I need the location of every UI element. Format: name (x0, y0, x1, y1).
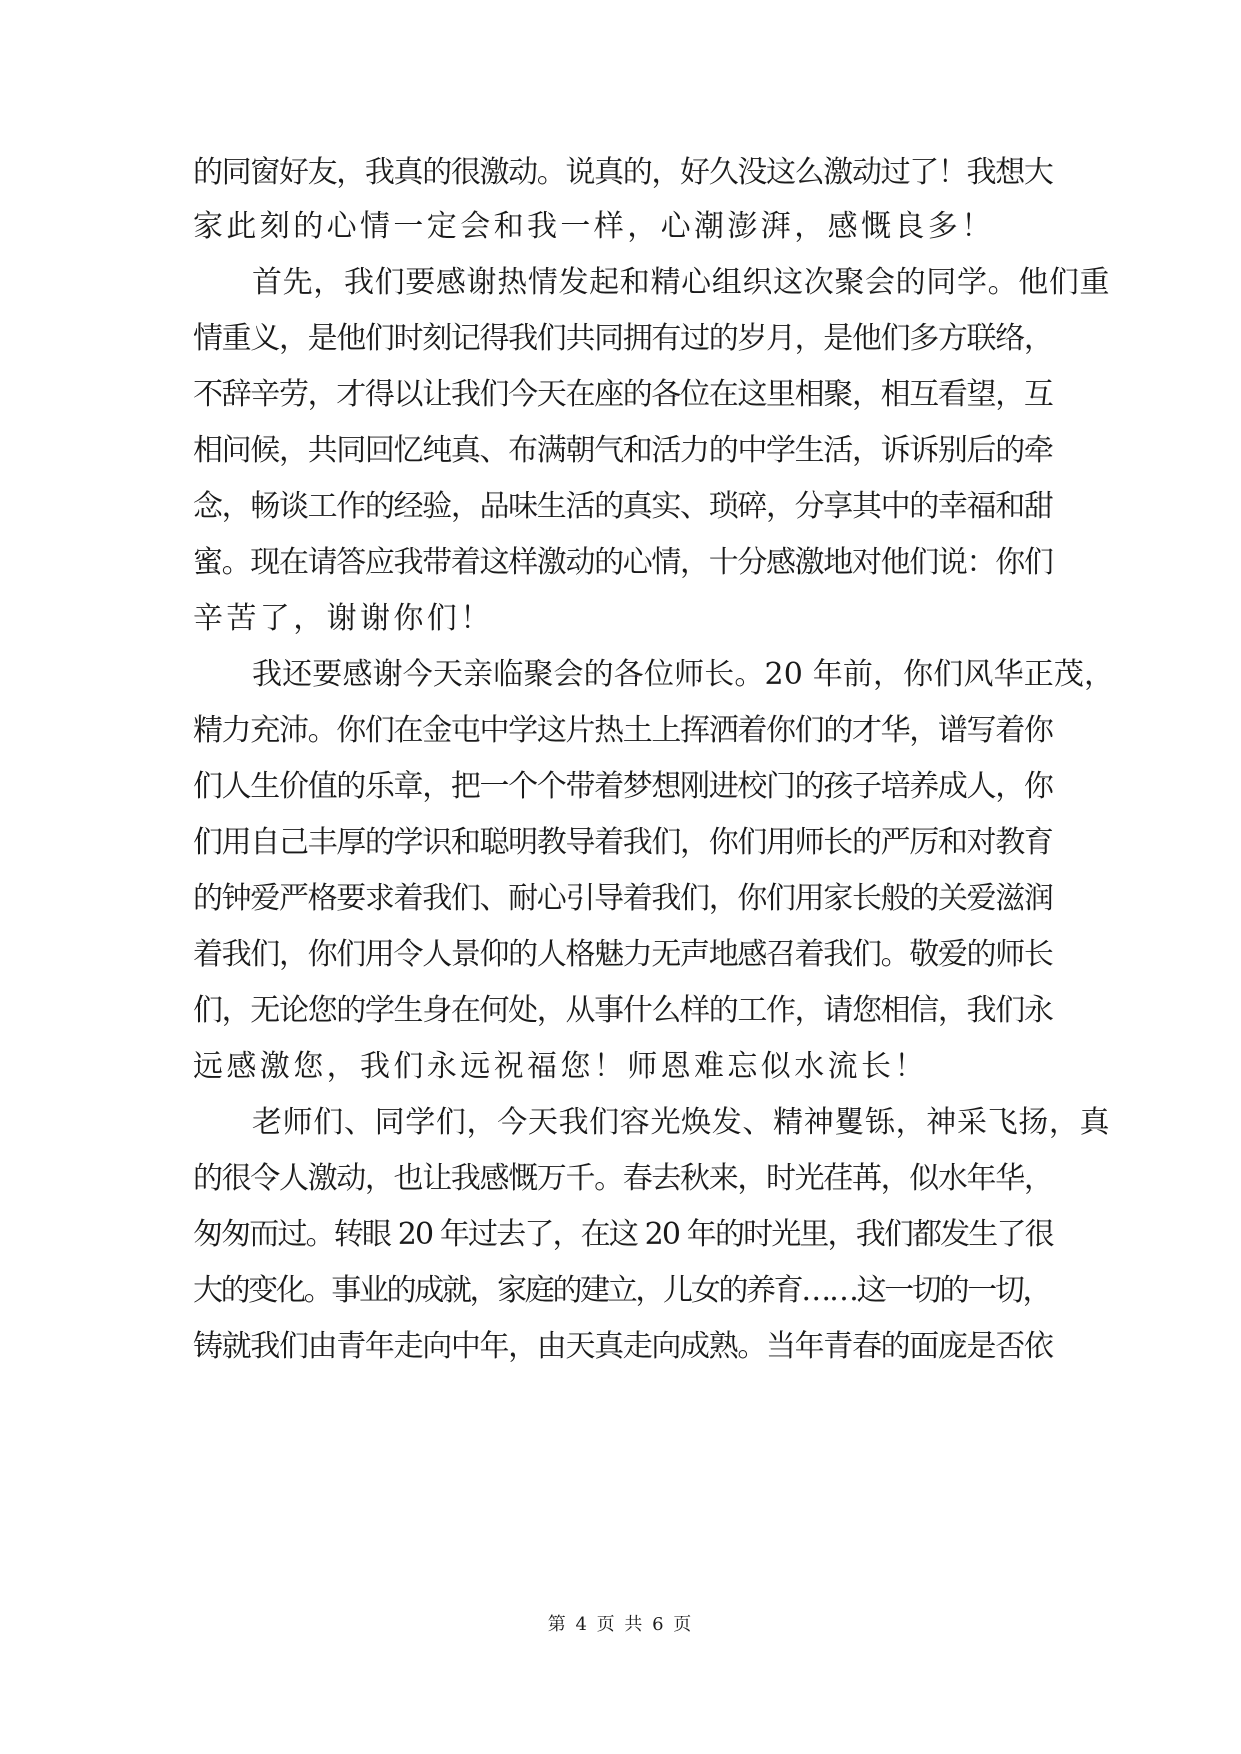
text-line: 们，无论您的学生身在何处，从事什么样的工作，请您相信，我们永 (193, 993, 1053, 1028)
text-line: 着我们，你们用令人景仰的人格魅力无声地感召着我们。敬爱的师长 (193, 937, 1053, 972)
text-line: 不辞辛劳，才得以让我们今天在座的各位在这里相聚，相互看望，互 (193, 377, 1053, 412)
text-line: 铸就我们由青年走向中年，由天真走向成熟。当年青春的面庞是否依 (193, 1329, 1053, 1364)
text-line: 家此刻的心情一定会和我一样，心潮澎湃，感慨良多！ (193, 209, 995, 244)
paragraph-first-line: 首先，我们要感谢热情发起和精心组织这次聚会的同学。他们重 (252, 265, 1111, 300)
text-line: 念，畅谈工作的经验，品味生活的真实、琐碎，分享其中的幸福和甜 (193, 489, 1053, 524)
text-line: 的很令人激动，也让我感慨万千。春去秋来，时光荏苒，似水年华， (193, 1161, 1053, 1196)
text-line: 相问候，共同回忆纯真、布满朝气和活力的中学生活，诉诉别后的牵 (193, 433, 1053, 468)
text-line: 蜜。现在请答应我带着这样激动的心情，十分感激地对他们说：你们 (193, 545, 1053, 580)
text-line: 精力充沛。你们在金屯中学这片热土上挥洒着你们的才华，谱写着你 (193, 713, 1053, 748)
text-line: 情重义，是他们时刻记得我们共同拥有过的岁月，是他们多方联络， (193, 321, 1053, 356)
text-line: 匆匆而过。转眼 20 年过去了，在这 20 年的时光里，我们都发生了很 (193, 1217, 1053, 1252)
text-line: 远感激您，我们永远祝福您！师恩难忘似水流长！ (193, 1049, 928, 1084)
text-line: 大的变化。事业的成就，家庭的建立，儿女的养育……这一切的一切， (193, 1273, 1051, 1308)
paragraph-first-line: 老师们、同学们，今天我们容光焕发、精神矍铄，神采飞扬，真 (252, 1105, 1111, 1140)
page-number-footer: 第 4 页 共 6 页 (547, 1614, 694, 1635)
text-line: 们人生价值的乐章，把一个个带着梦想刚进校门的孩子培养成人，你 (193, 769, 1053, 804)
text-line: 辛苦了，谢谢你们！ (193, 601, 494, 636)
paragraph-first-line: 我还要感谢今天亲临聚会的各位师长。20 年前，你们风华正茂， (252, 657, 1115, 692)
text-line: 的钟爱严格要求着我们、耐心引导着我们，你们用家长般的关爱滋润 (193, 881, 1053, 916)
text-line: 的同窗好友，我真的很激动。说真的，好久没这么激动过了！我想大 (193, 155, 1053, 190)
text-line: 们用自己丰厚的学识和聪明教导着我们，你们用师长的严厉和对教育 (193, 825, 1053, 860)
